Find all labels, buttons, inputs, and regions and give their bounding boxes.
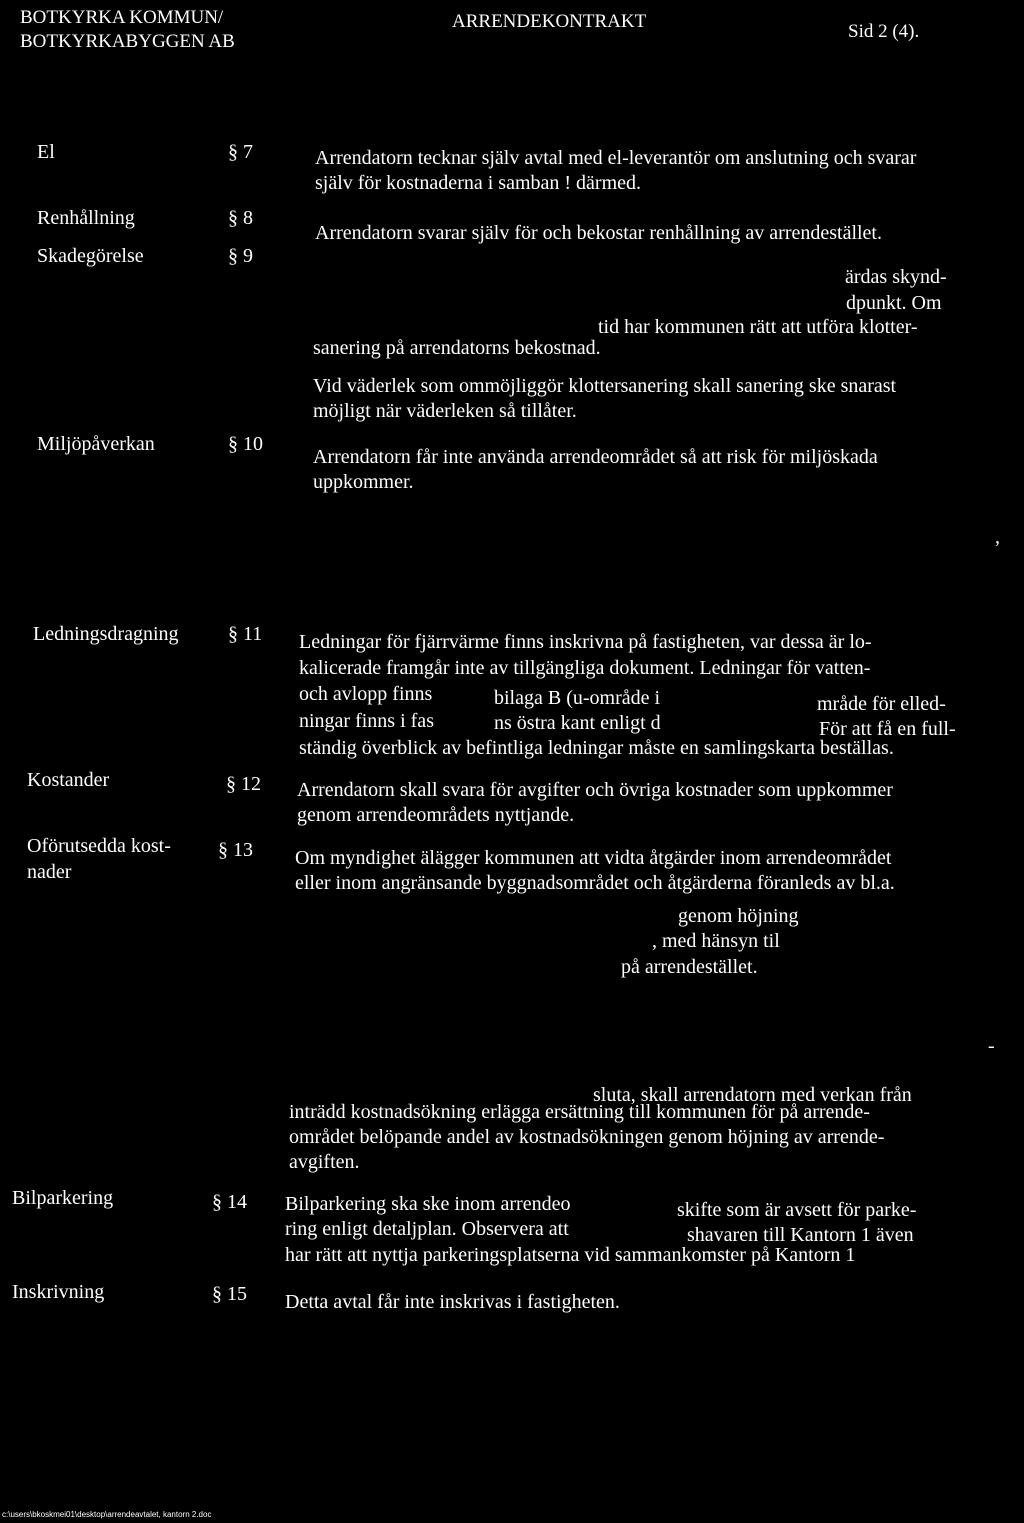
text-fragment: genom höjning: [678, 905, 799, 927]
section-number-14: § 14: [212, 1191, 247, 1213]
text-fragment: ningar finns i fas: [299, 710, 434, 732]
section-number-8: § 8: [228, 207, 253, 229]
text-fragment: bilaga B (u-område i: [494, 687, 661, 709]
label-line: Oförutsedda kost-: [27, 835, 171, 857]
text-fragment: mråde för elled-: [817, 693, 946, 715]
text-line: möjligt när väderleken så tillåter.: [313, 400, 577, 422]
text-line: Om myndighet älägger kommunen att vidta åtgärder inom arrendeområdet: [295, 847, 892, 869]
section-label-el: El: [37, 141, 55, 163]
section-text-kostander: [297, 778, 893, 828]
section-number-15: § 15: [212, 1283, 247, 1305]
section-label-renhallning: Renhållning: [37, 207, 135, 229]
text-line: avgiften.: [289, 1151, 360, 1173]
stray-mark: ,: [995, 526, 1000, 548]
section-number-9: § 9: [228, 245, 253, 267]
text-fragment: Bilparkering ska ske inom arrendeo: [285, 1193, 571, 1215]
text-fragment: För att få en full-: [819, 718, 956, 740]
text-fragment: , med hänsyn til: [652, 930, 780, 952]
text-line: Arrendatorn får inte använda arrendeområdet så att risk för miljöskada: [313, 446, 878, 468]
text-fragment: sluta, skall arrendatorn med verkan från: [593, 1084, 912, 1106]
section-number-11: § 11: [228, 623, 263, 645]
org-line-1: BOTKYRKA KOMMUN/: [20, 7, 224, 28]
section-text-miljo: [313, 445, 878, 495]
section-label-kostander: Kostander: [27, 769, 110, 791]
footer-file-path: c:\users\bkoskmei01\desktop\arrendeavtalet, kantorn 2.doc: [2, 1510, 212, 1519]
text-line: inträdd kostnadsökning erlägga ersättning till kommunen för på arrende-: [289, 1101, 870, 1123]
text-fragment: shavaren till Kantorn 1 även: [687, 1224, 914, 1246]
document-title: ARRENDEKONTRAKT: [452, 11, 647, 32]
text-line: ständig överblick av befintliga ledningar måste en samlingskarta beställas.: [299, 737, 894, 759]
text-line: området belöpande andel av kostnadsökningen genom höjning av arrende-: [289, 1126, 885, 1148]
text-line: Ledningar för fjärrvärme finns inskrivna på fastigheten, var dessa är lo-: [299, 631, 872, 653]
text-line: Vid väderlek som ommöjliggör klottersanering skall sanering ske snarast: [313, 375, 897, 397]
section-text-renhallning: Arrendatorn svarar själv för och bekostar renhållning av arrendestället.: [315, 222, 882, 244]
org-line-2: BOTKYRKABYGGEN AB: [20, 31, 235, 52]
org-name: [20, 6, 235, 54]
text-fragment: ring enligt detaljplan. Observera att: [285, 1218, 569, 1240]
section-label-ledningsdragning: Ledningsdragning: [33, 623, 179, 645]
text-line: kalicerade framgår inte av tillgängliga dokument. Ledningar för vatten-: [299, 657, 871, 679]
text-line: Arrendatorn tecknar själv avtal med el-leverantör om anslutning och svarar: [315, 147, 917, 169]
section-number-10: § 10: [228, 433, 263, 455]
text-fragment: ns östra kant enligt d: [494, 712, 661, 734]
stray-mark: -: [988, 1035, 995, 1057]
text-line: själv för kostnaderna i samban ! därmed.: [315, 172, 642, 194]
text-fragment: dpunkt. Om: [846, 292, 942, 314]
text-fragment: tid har kommunen rätt att utföra klotter-: [598, 316, 918, 338]
section-number-13: § 13: [218, 839, 253, 861]
section-label-skadegorelse: Skadegörelse: [37, 245, 144, 267]
section-text-oforutsedda: [295, 846, 895, 896]
text-line: Arrendatorn skall svara för avgifter och övriga kostnader som uppkommer: [297, 779, 893, 801]
text-line: eller inom angränsande byggnadsområdet och åtgärderna föranleds av bl.a.: [295, 872, 895, 894]
text-fragment: ärdas skynd-: [845, 266, 947, 288]
section-text-inskrivning: Detta avtal får inte inskrivas i fastigheten.: [285, 1291, 620, 1313]
section-number-7: § 7: [228, 141, 253, 163]
text-line: genom arrendeområdets nyttjande.: [297, 804, 575, 826]
section-label-inskrivning: Inskrivning: [12, 1281, 105, 1303]
section-text-skadegorelse-2: [313, 374, 896, 424]
page-number: Sid 2 (4).: [848, 21, 920, 42]
label-line: nader: [27, 860, 72, 883]
section-number-12: § 12: [226, 773, 261, 795]
section-label-bilparkering: Bilparkering: [12, 1187, 114, 1209]
text-line: uppkommer.: [313, 471, 414, 493]
section-label-oforutsedda: [27, 834, 171, 885]
section-label-miljopaverkan: Miljöpåverkan: [37, 433, 155, 455]
text-line: sanering på arrendatorns bekostnad.: [313, 337, 601, 359]
text-line: har rätt att nyttja parkeringsplatserna vid sammankomster på Kantorn 1: [285, 1244, 856, 1266]
text-fragment: och avlopp finns: [299, 683, 433, 705]
text-fragment: skifte som är avsett för parke-: [677, 1199, 917, 1221]
section-text-oforutsedda-cont: [289, 1100, 884, 1175]
section-text-el: [315, 146, 916, 196]
text-fragment: på arrendestället.: [621, 956, 758, 978]
